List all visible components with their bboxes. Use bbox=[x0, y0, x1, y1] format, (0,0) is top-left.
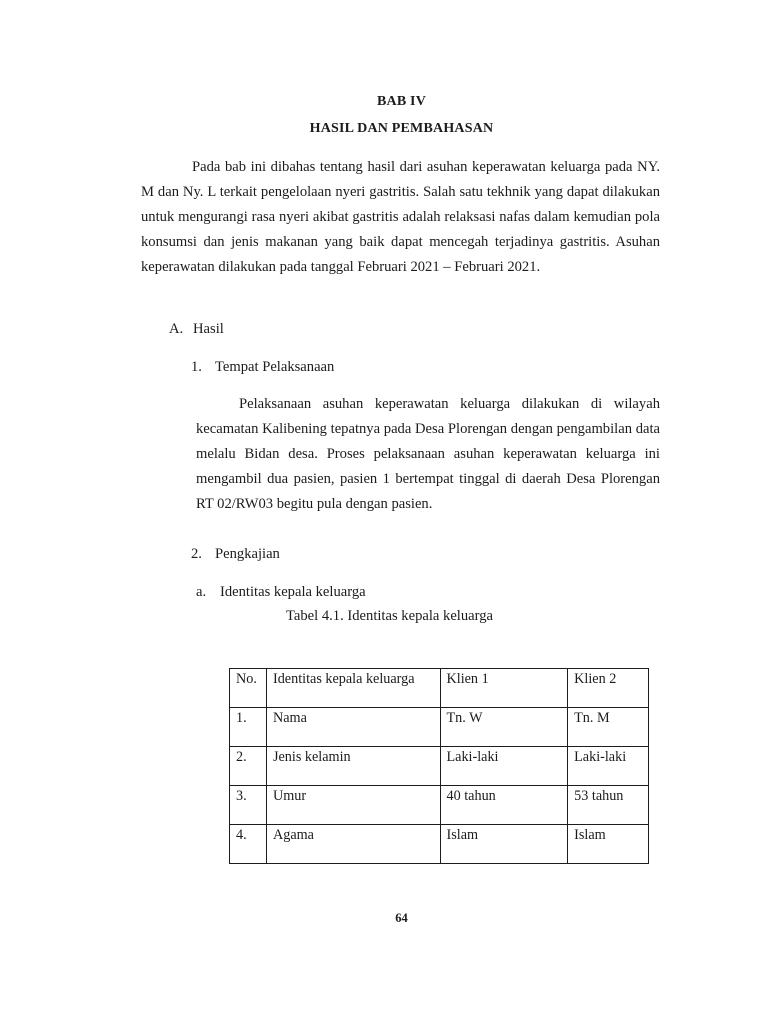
header-klien-2: Klien 2 bbox=[568, 669, 649, 708]
subsection-1-marker: 1. bbox=[191, 359, 202, 375]
table-cell: Jenis kelamin bbox=[266, 747, 440, 786]
table-cell: 1. bbox=[230, 708, 267, 747]
table-cell: Laki-laki bbox=[568, 747, 649, 786]
chapter-number: BAB IV bbox=[376, 94, 427, 109]
table-cell: 3. bbox=[230, 786, 267, 825]
table-cell: 53 tahun bbox=[568, 786, 649, 825]
table-caption: Tabel 4.1. Identitas kepala keluarga bbox=[286, 608, 493, 624]
intro-paragraph: Pada bab ini dibahas tentang hasil dari asuhan keperawatan keluarga pada NY. M dan Ny. L terkait pengelolaan nyeri gastritis. Salah satu tekhnik yang dapat dilakukan untuk mengurangi rasa nyeri akibat gastritis adalah relaksasi nafas dalam kemudian pola konsumsi dan jenis makanan yang baik dapat mencegah terjadinya gastritis. Asuhan keperawatan dilakukan pada tanggal Februari 2021 – Februari 2021. bbox=[141, 159, 660, 275]
section-a-title: Hasil bbox=[193, 321, 224, 337]
header-no: No. bbox=[230, 669, 267, 708]
section-a-marker: A. bbox=[169, 321, 184, 337]
subsection-2a-title: Identitas kepala keluarga bbox=[220, 584, 366, 600]
table-cell: Islam bbox=[440, 825, 568, 864]
subsection-1-heading bbox=[191, 357, 334, 377]
subsection-2-title: Pengkajian bbox=[215, 546, 280, 562]
lokasi-paragraph: Pelaksanaan asuhan keperawatan keluarga dilakukan di wilayah kecamatan Kalibening tepatnya pada Desa Plorengan dengan pengambilan data melalu Bidan desa. Proses pelaksanaan asuhan keperawatan keluarga ini mengambil dua pasien, pasien 1 bertempat tinggal di daerah Desa Plorengan RT 02/RW03 begitu pula dengan pasien. bbox=[196, 396, 660, 512]
table-cell: Tn. M bbox=[568, 708, 649, 747]
table-cell: Agama bbox=[266, 825, 440, 864]
table-cell: 40 tahun bbox=[440, 786, 568, 825]
subsection-2a-heading bbox=[196, 582, 366, 602]
table-row bbox=[230, 825, 649, 864]
table-header-row bbox=[230, 669, 649, 708]
subsection-1-title: Tempat Pelaksanaan bbox=[215, 359, 335, 375]
subsection-2-marker: 2. bbox=[191, 546, 202, 562]
table-row bbox=[230, 708, 649, 747]
subsection-2a-marker: a. bbox=[196, 584, 207, 600]
section-a-heading bbox=[169, 319, 224, 339]
table-cell: Tn. W bbox=[440, 708, 568, 747]
table-cell: 2. bbox=[230, 747, 267, 786]
chapter-title: HASIL DAN PEMBAHASAN bbox=[309, 121, 494, 136]
table-cell: Nama bbox=[266, 708, 440, 747]
table-row bbox=[230, 786, 649, 825]
subsection-2-heading bbox=[191, 544, 280, 564]
page-number: 64 bbox=[395, 911, 408, 925]
table-cell: 4. bbox=[230, 825, 267, 864]
table-row bbox=[230, 747, 649, 786]
header-klien-1: Klien 1 bbox=[440, 669, 568, 708]
table-cell: Laki-laki bbox=[440, 747, 568, 786]
table-cell: Umur bbox=[266, 786, 440, 825]
identitas-table bbox=[229, 668, 649, 864]
table-cell: Islam bbox=[568, 825, 649, 864]
header-identitas: Identitas kepala keluarga bbox=[266, 669, 440, 708]
